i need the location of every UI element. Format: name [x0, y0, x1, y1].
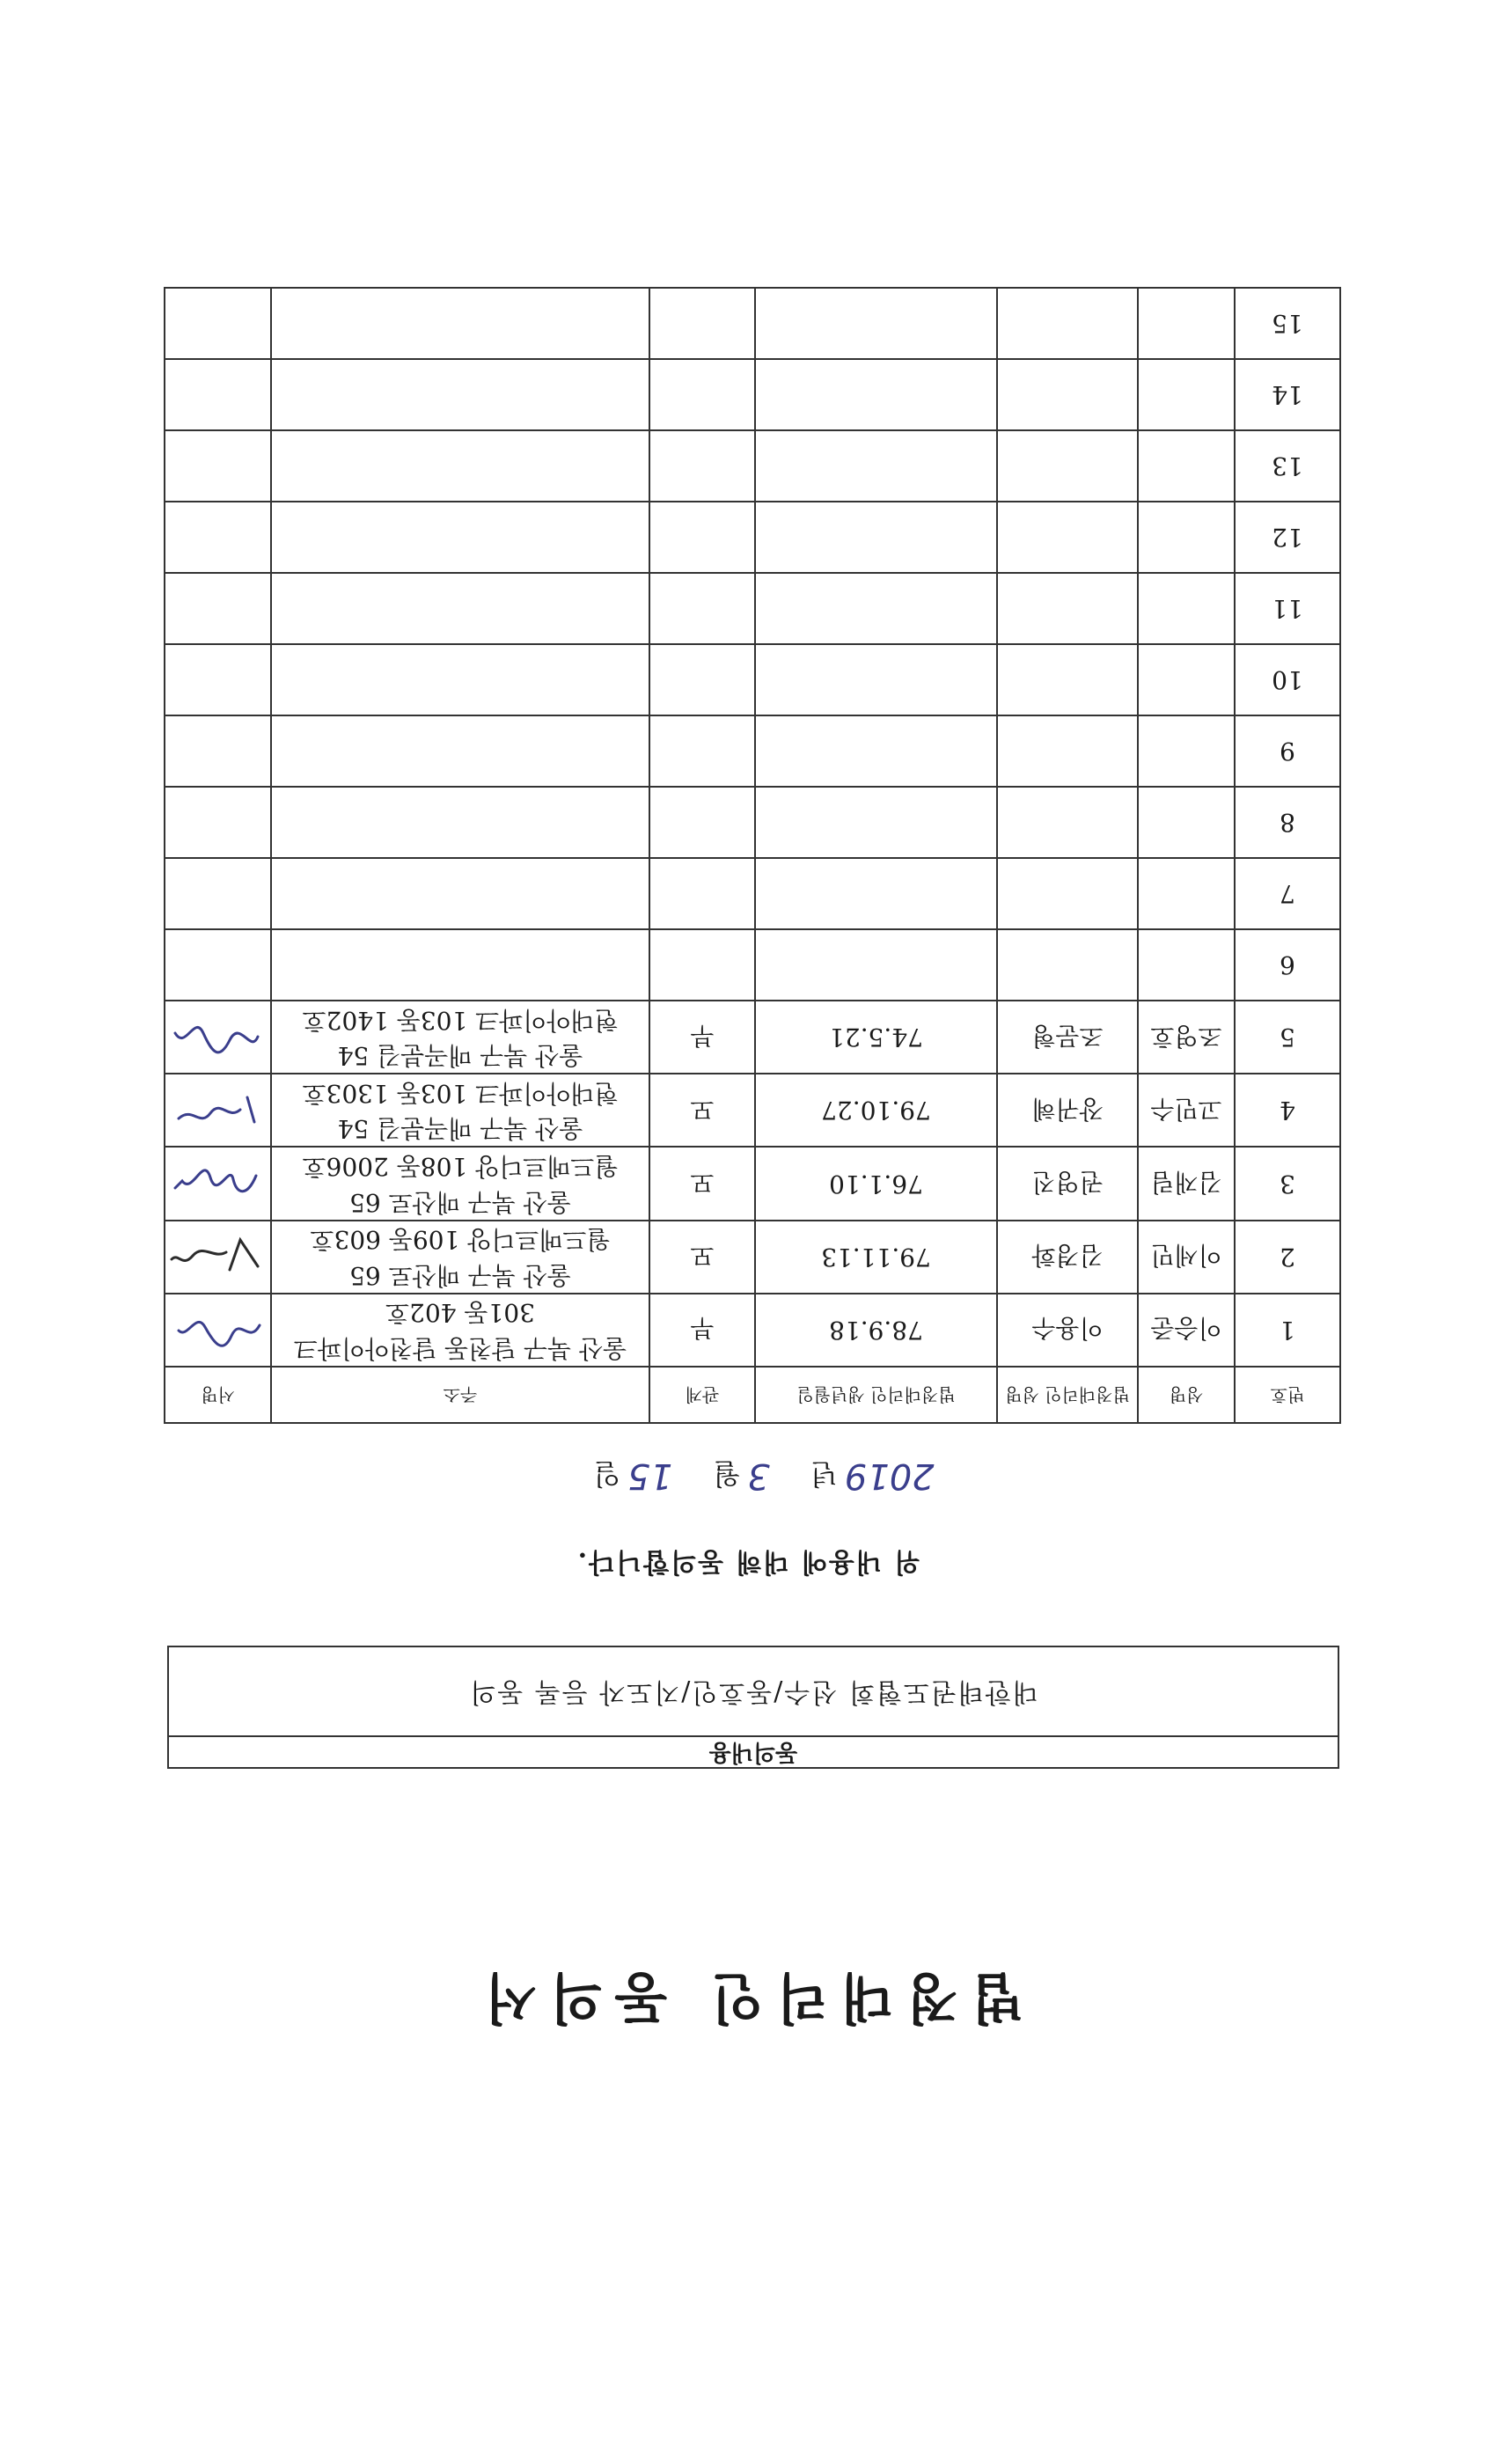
- row-guardian-name: 장귀혜: [997, 1074, 1138, 1147]
- row-name: [1138, 858, 1235, 929]
- row-relation: [649, 288, 755, 359]
- row-signature: [165, 1147, 271, 1220]
- row-guardian-birthdate: 78.9.18: [755, 1294, 997, 1367]
- row-guardian-birthdate: [755, 929, 997, 1001]
- row-number: 13: [1235, 430, 1340, 502]
- row-address: [271, 430, 649, 502]
- row-guardian-birthdate: [755, 573, 997, 644]
- row-relation: 모: [649, 1221, 755, 1294]
- row-number: 6: [1235, 929, 1340, 1001]
- row-relation: [649, 573, 755, 644]
- row-number: 1: [1235, 1294, 1340, 1367]
- row-guardian-birthdate: [755, 715, 997, 787]
- date-month-unit: 월: [713, 1457, 741, 1491]
- row-name: 이세민: [1138, 1221, 1235, 1294]
- row-guardian-name: [997, 359, 1138, 430]
- date-year: 2019: [844, 1456, 935, 1496]
- row-guardian-birthdate: [755, 787, 997, 858]
- handwritten-signature: [168, 1235, 267, 1279]
- row-relation: 부: [649, 1294, 755, 1367]
- row-relation: [649, 430, 755, 502]
- row-number: 9: [1235, 715, 1340, 787]
- consent-content-header: 동의내용: [169, 1735, 1338, 1767]
- table-header-row: [165, 1367, 1340, 1423]
- row-address: [271, 1221, 649, 1294]
- row-relation: [649, 644, 755, 715]
- row-address: [271, 1147, 649, 1220]
- row-relation: [649, 359, 755, 430]
- header-guardian-birthdate: 법정대리인 생년월일: [755, 1367, 997, 1423]
- signing-date: [0, 1456, 1496, 1496]
- row-signature: [165, 1221, 271, 1294]
- row-relation: [649, 502, 755, 573]
- row-relation: 부: [649, 1001, 755, 1074]
- row-signature: [165, 1001, 271, 1074]
- table-row: [165, 787, 1340, 858]
- row-address: [271, 288, 649, 359]
- row-signature: [165, 288, 271, 359]
- row-guardian-birthdate: 76.1.10: [755, 1147, 997, 1220]
- row-guardian-birthdate: [755, 430, 997, 502]
- row-address-line: 301동 402호: [385, 1298, 535, 1328]
- row-address-line: 울산 북구 매곡분길 54: [337, 1114, 583, 1144]
- consent-content-box: [167, 1646, 1339, 1769]
- row-number: 11: [1235, 573, 1340, 644]
- row-name: [1138, 787, 1235, 858]
- agreement-statement: 위 내용에 대해 동의합니다.: [576, 1546, 920, 1577]
- row-guardian-birthdate: 79.11.13: [755, 1221, 997, 1294]
- table-row: [165, 715, 1340, 787]
- table-row: [165, 288, 1340, 359]
- handwritten-signature: [168, 1089, 267, 1133]
- row-address: [271, 573, 649, 644]
- guardian-consent-table: [164, 287, 1341, 1424]
- row-name: [1138, 502, 1235, 573]
- row-name: [1138, 359, 1235, 430]
- table-row: [165, 1001, 1340, 1074]
- row-address-line: 월드메르디앙 108동 2006호: [302, 1152, 619, 1182]
- date-year-unit: 년: [810, 1457, 838, 1491]
- row-guardian-name: [997, 573, 1138, 644]
- row-guardian-birthdate: 74.5.21: [755, 1001, 997, 1074]
- table-row: [165, 1074, 1340, 1147]
- row-guardian-birthdate: 79.10.27: [755, 1074, 997, 1147]
- row-guardian-name: 조문형: [997, 1001, 1138, 1074]
- row-address-line: 현대아이파크 103동 1402호: [302, 1005, 619, 1035]
- row-address: [271, 858, 649, 929]
- row-guardian-name: 이용수: [997, 1294, 1138, 1367]
- row-guardian-name: [997, 644, 1138, 715]
- table-row: [165, 430, 1340, 502]
- row-address: [271, 1001, 649, 1074]
- row-address: [271, 502, 649, 573]
- row-relation: 모: [649, 1074, 755, 1147]
- table-row: [165, 1147, 1340, 1220]
- row-address-line: 현대아이파크 103동 1303호: [302, 1078, 619, 1108]
- row-name: [1138, 715, 1235, 787]
- row-signature: [165, 787, 271, 858]
- row-signature: [165, 573, 271, 644]
- row-address: [271, 644, 649, 715]
- table-row: [165, 858, 1340, 929]
- row-number: 10: [1235, 644, 1340, 715]
- row-signature: [165, 359, 271, 430]
- table-row: [165, 502, 1340, 573]
- table-row: [165, 1294, 1340, 1367]
- header-guardian-name: 법정대리인 성명: [997, 1367, 1138, 1423]
- header-name: 성명: [1138, 1367, 1235, 1423]
- row-signature: [165, 858, 271, 929]
- date-day: 15: [627, 1456, 673, 1496]
- row-name: 조영호: [1138, 1001, 1235, 1074]
- row-address: [271, 359, 649, 430]
- row-guardian-name: [997, 787, 1138, 858]
- handwritten-signature: [168, 1016, 267, 1060]
- row-number: 2: [1235, 1221, 1340, 1294]
- row-address: [271, 1074, 649, 1147]
- row-relation: [649, 787, 755, 858]
- date-day-unit: 일: [593, 1457, 621, 1491]
- row-number: 5: [1235, 1001, 1340, 1074]
- row-address: [271, 929, 649, 1001]
- row-name: [1138, 288, 1235, 359]
- row-guardian-name: 김경화: [997, 1221, 1138, 1294]
- row-guardian-birthdate: [755, 644, 997, 715]
- header-number: 번호: [1235, 1367, 1340, 1423]
- header-signature: 서명: [165, 1367, 271, 1423]
- row-relation: [649, 929, 755, 1001]
- row-guardian-name: [997, 430, 1138, 502]
- row-address: [271, 787, 649, 858]
- row-number: 7: [1235, 858, 1340, 929]
- row-number: 3: [1235, 1147, 1340, 1220]
- table-row: [165, 573, 1340, 644]
- row-guardian-birthdate: [755, 858, 997, 929]
- row-guardian-name: [997, 715, 1138, 787]
- row-guardian-name: [997, 858, 1138, 929]
- row-signature: [165, 430, 271, 502]
- row-name: 김재림: [1138, 1147, 1235, 1220]
- row-relation: [649, 858, 755, 929]
- row-signature: [165, 929, 271, 1001]
- row-number: 12: [1235, 502, 1340, 573]
- row-address-line: 울산 북구 매곡분길 54: [337, 1041, 583, 1071]
- handwritten-signature: [168, 1308, 267, 1352]
- row-guardian-birthdate: [755, 288, 997, 359]
- row-relation: [649, 715, 755, 787]
- table-row: [165, 929, 1340, 1001]
- row-name: [1138, 644, 1235, 715]
- row-address: [271, 715, 649, 787]
- row-address-line: 월드메르디앙 109동 603호: [310, 1225, 611, 1255]
- row-name: [1138, 929, 1235, 1001]
- header-relation: 관계: [649, 1367, 755, 1423]
- row-relation: 모: [649, 1147, 755, 1220]
- row-name: [1138, 573, 1235, 644]
- table-row: [165, 1221, 1340, 1294]
- row-guardian-name: [997, 502, 1138, 573]
- row-signature: [165, 1074, 271, 1147]
- row-address: [271, 1294, 649, 1367]
- header-address: 주소: [271, 1367, 649, 1423]
- row-address-line: 울산 북구 매산로 65: [349, 1260, 571, 1290]
- row-guardian-name: [997, 929, 1138, 1001]
- row-name: [1138, 430, 1235, 502]
- row-address-line: 울산 북구 매산로 65: [349, 1187, 571, 1217]
- row-signature: [165, 644, 271, 715]
- table-row: [165, 644, 1340, 715]
- row-signature: [165, 1294, 271, 1367]
- row-guardian-name: 권영진: [997, 1147, 1138, 1220]
- document-title: 법정대리인 동의서: [472, 1966, 1024, 2030]
- row-guardian-name: [997, 288, 1138, 359]
- row-signature: [165, 715, 271, 787]
- row-name: 고민수: [1138, 1074, 1235, 1147]
- consent-content-text: 대한태권도협회 선수/동호인/지도자 등록 동의: [468, 1676, 1038, 1707]
- row-guardian-birthdate: [755, 359, 997, 430]
- row-number: 14: [1235, 359, 1340, 430]
- row-number: 15: [1235, 288, 1340, 359]
- row-number: 8: [1235, 787, 1340, 858]
- row-number: 4: [1235, 1074, 1340, 1147]
- handwritten-signature: [168, 1162, 267, 1206]
- row-name: 이승준: [1138, 1294, 1235, 1367]
- table-row: [165, 359, 1340, 430]
- row-guardian-birthdate: [755, 502, 997, 573]
- table-body: [165, 288, 1340, 1367]
- row-signature: [165, 502, 271, 573]
- row-address-line: 울산 북구 달천동 달천아이파크: [293, 1334, 627, 1363]
- date-month: 3: [747, 1456, 770, 1496]
